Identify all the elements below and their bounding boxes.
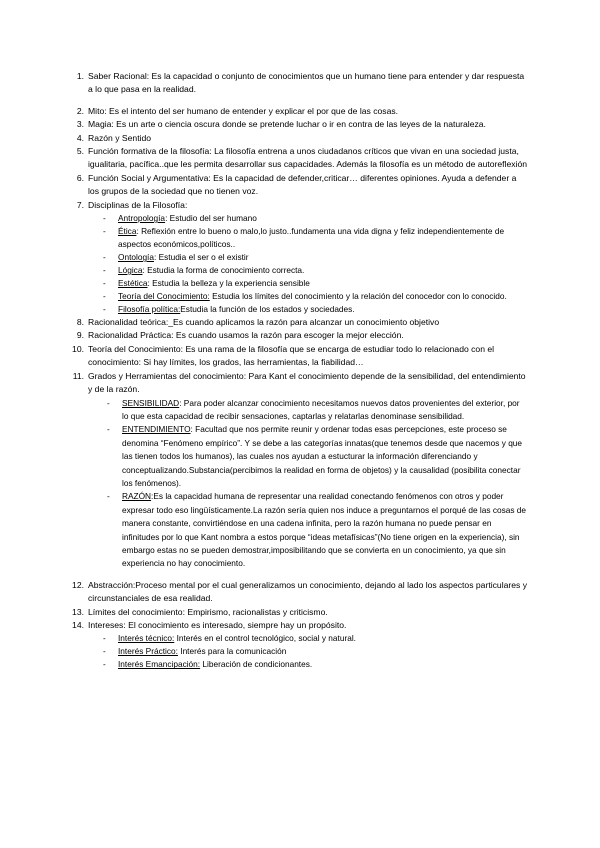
item-number: 7. bbox=[76, 199, 84, 210]
sub-item-term: Ontología bbox=[118, 252, 154, 263]
item-number: 1. bbox=[76, 71, 84, 81]
list-item-12 bbox=[72, 579, 528, 606]
item-number: 2. bbox=[76, 105, 84, 116]
item-number: 11. bbox=[72, 370, 84, 381]
item-number: 13. bbox=[72, 606, 84, 617]
list-item-10 bbox=[72, 343, 528, 370]
list-item-4 bbox=[76, 132, 528, 145]
item-number: 10. bbox=[72, 343, 84, 354]
sub-item bbox=[118, 303, 528, 316]
item-text: Mito: Es el intento del ser humano de entender y explicar el por que de las cosas. bbox=[88, 105, 399, 116]
list-item-9 bbox=[76, 329, 528, 342]
sub-item-text: : Estudia la belleza y la experiencia sensible bbox=[147, 278, 310, 289]
list-item-2 bbox=[76, 105, 528, 118]
sub-item-term: Interés Práctico: bbox=[118, 646, 178, 657]
definitions-list bbox=[72, 70, 528, 671]
sub-item-text: Estudia los límites del conocimiento y la relación del conocedor con lo conocido. bbox=[209, 291, 507, 302]
sub-item-term: Lógica bbox=[118, 265, 143, 276]
sub-item-term: Antropología bbox=[118, 213, 166, 224]
item-number: 5. bbox=[76, 146, 84, 157]
item-number: 6. bbox=[76, 172, 84, 183]
sub-item-text: : Reflexión entre lo bueno o malo,lo justo..fundamenta una vida digna y feliz independientemente de aspectos económicos,políticos.. bbox=[118, 226, 505, 250]
sub-item bbox=[118, 225, 528, 251]
sub-item-text: : Estudia la forma de conocimiento correcta. bbox=[142, 265, 305, 276]
sub-item-term: Ética bbox=[118, 226, 137, 237]
item-text: Abstracción:Proceso mental por el cual generalizamos un conocimiento, dejando al lado los aspectos particulares y circunstanciales de esa realidad. bbox=[88, 579, 527, 604]
spacer bbox=[88, 571, 528, 579]
sub-item bbox=[122, 423, 528, 490]
list-item-5 bbox=[76, 145, 528, 172]
item-text: Magia: Es un arte o ciencia oscura donde se pretende luchar o ir en contra de las leyes de la naturaleza. bbox=[88, 119, 486, 130]
sub-item-text: : Para poder alcanzar conocimiento necesitamos nuevos datos provenientes del exterior, por lo que esta capacidad de recibir sensaciones, captarlas y relatarlas denominase sensibilidad. bbox=[122, 397, 520, 421]
list-item-7 bbox=[76, 199, 528, 316]
sub-item-term: Estética bbox=[118, 278, 148, 289]
item-text: Disciplinas de la Filosofía: bbox=[88, 199, 188, 210]
list-item-14 bbox=[72, 619, 528, 671]
sub-item-term: Interés técnico: bbox=[118, 633, 175, 644]
item-text: Teoría del Conocimiento: Es una rama de la filosofía que se encarga de estudiar todo lo relacionado con el conocimiento: Si hay límites, los grados, las herramientas, la fiabilidad… bbox=[88, 343, 495, 368]
list-item-11 bbox=[72, 370, 528, 571]
spacer bbox=[88, 97, 528, 105]
item-number: 3. bbox=[76, 119, 84, 130]
item-text: Función Social y Argumentativa: Es la capacidad de defender,criticar… diferentes opiniones. Ayuda a defender a los grupos de la sociedad que no tienen voz. bbox=[88, 172, 517, 197]
sub-item bbox=[118, 658, 528, 671]
sub-item-term: Teoría del Conocimiento: bbox=[118, 291, 210, 302]
item-text: Razón y Sentido bbox=[88, 132, 152, 143]
sub-item bbox=[118, 212, 528, 225]
sub-item-term: ENTENDIMIENTO bbox=[122, 424, 191, 435]
sub-item bbox=[118, 264, 528, 277]
sub-item-text: Interés para la comunicación bbox=[177, 646, 287, 657]
list-item-13 bbox=[72, 606, 528, 619]
sub-item-text: : Facultad que nos permite reunir y ordenar todas esas percepciones, este proceso se denomina “Fenómeno empírico”. Y se debe a las categorías innatas(que tenemos desde que nacemos y que las tienen todos los humanos), las cuales nos ayudan a estucturar la información diferenciando y conceptualizando.Substancia(percibimos la realidad en forma de objetos) y la causalidad (posibilita conectar los fenómenos). bbox=[122, 424, 523, 488]
sub-item-text: :Es la capacidad humana de representar una realidad conectando fenómenos con otros y poder expresar todo eso lingüísticamente.La razón sería quien nos induce a preguntarnos el porqué de las cosas de manera constante, convirtiéndose en una cadena infinita, pero la razón humana no puede pensar en infinitudes por lo que Kant nombra a estos porque “ideas metafísicas”(No tiene origen en la experiencia), sin embargo estas no se pueden demostrar,imposibilitando que se convierta en un conocimiento, ya que sin experiencia no hay conocimiento. bbox=[122, 491, 527, 569]
sub-item-text: : Estudia el ser o el existir bbox=[153, 252, 249, 263]
sub-item bbox=[118, 277, 528, 290]
disciplinas-list bbox=[88, 212, 528, 316]
list-item-6 bbox=[76, 172, 528, 199]
sub-item-text: Estudia la función de los estados y sociedades. bbox=[180, 304, 355, 315]
sub-item-term: SENSIBILIDAD bbox=[122, 397, 180, 408]
sub-item-text: Liberación de condicionantes. bbox=[200, 659, 313, 670]
item-number: 9. bbox=[76, 330, 84, 341]
item-number: 14. bbox=[72, 620, 84, 630]
sub-item-text: : Estudio del ser humano bbox=[165, 213, 257, 224]
item-text: Racionalidad Práctica: Es cuando usamos la razón para escoger la mejor elección. bbox=[88, 330, 404, 341]
intereses-list bbox=[88, 632, 528, 671]
item-number: 12. bbox=[72, 579, 84, 590]
item-number: 4. bbox=[76, 132, 84, 143]
grados-list bbox=[88, 397, 528, 571]
item-text: Racionalidad teórica:_Es cuando aplicamos la razón para alcanzar un conocimiento objetivo bbox=[88, 317, 440, 328]
list-item-8 bbox=[76, 316, 528, 329]
list-item-3 bbox=[76, 118, 528, 131]
sub-item bbox=[118, 251, 528, 264]
sub-item bbox=[118, 645, 528, 658]
sub-item bbox=[118, 290, 528, 303]
sub-item-term: Filosofía política: bbox=[118, 304, 181, 315]
item-number: 8. bbox=[76, 317, 84, 328]
item-text: Intereses: El conocimiento es interesado, siempre hay un propósito. bbox=[88, 620, 347, 630]
item-text: Saber Racional: Es la capacidad o conjunto de conocimientos que un humano tiene para entender y dar respuesta a lo que pasa en la realidad. bbox=[88, 71, 525, 95]
sub-item-text: Interés en el control tecnológico, social y natural. bbox=[174, 633, 356, 644]
sub-item-term: Interés Emancipación: bbox=[118, 659, 201, 670]
sub-item-term: RAZÓN bbox=[122, 491, 152, 502]
item-text: Grados y Herramientas del conocimiento: Para Kant el conocimiento depende de la sensibilidad, del entendimiento y de la razón. bbox=[88, 370, 526, 395]
item-text: Límites del conocimiento: Empirismo, racionalistas y criticismo. bbox=[88, 606, 328, 617]
sub-item bbox=[122, 397, 528, 424]
list-item-1 bbox=[76, 70, 528, 97]
sub-item bbox=[118, 632, 528, 645]
sub-item bbox=[122, 490, 528, 570]
item-text: Función formativa de la filosofía: La filosofía entrena a unos ciudadanos críticos que vivan en una sociedad justa, igualitaria, pacífica..que les permita desarrollar sus capacidades. Además la filosofía es un método de autoreflexión bbox=[88, 146, 528, 170]
